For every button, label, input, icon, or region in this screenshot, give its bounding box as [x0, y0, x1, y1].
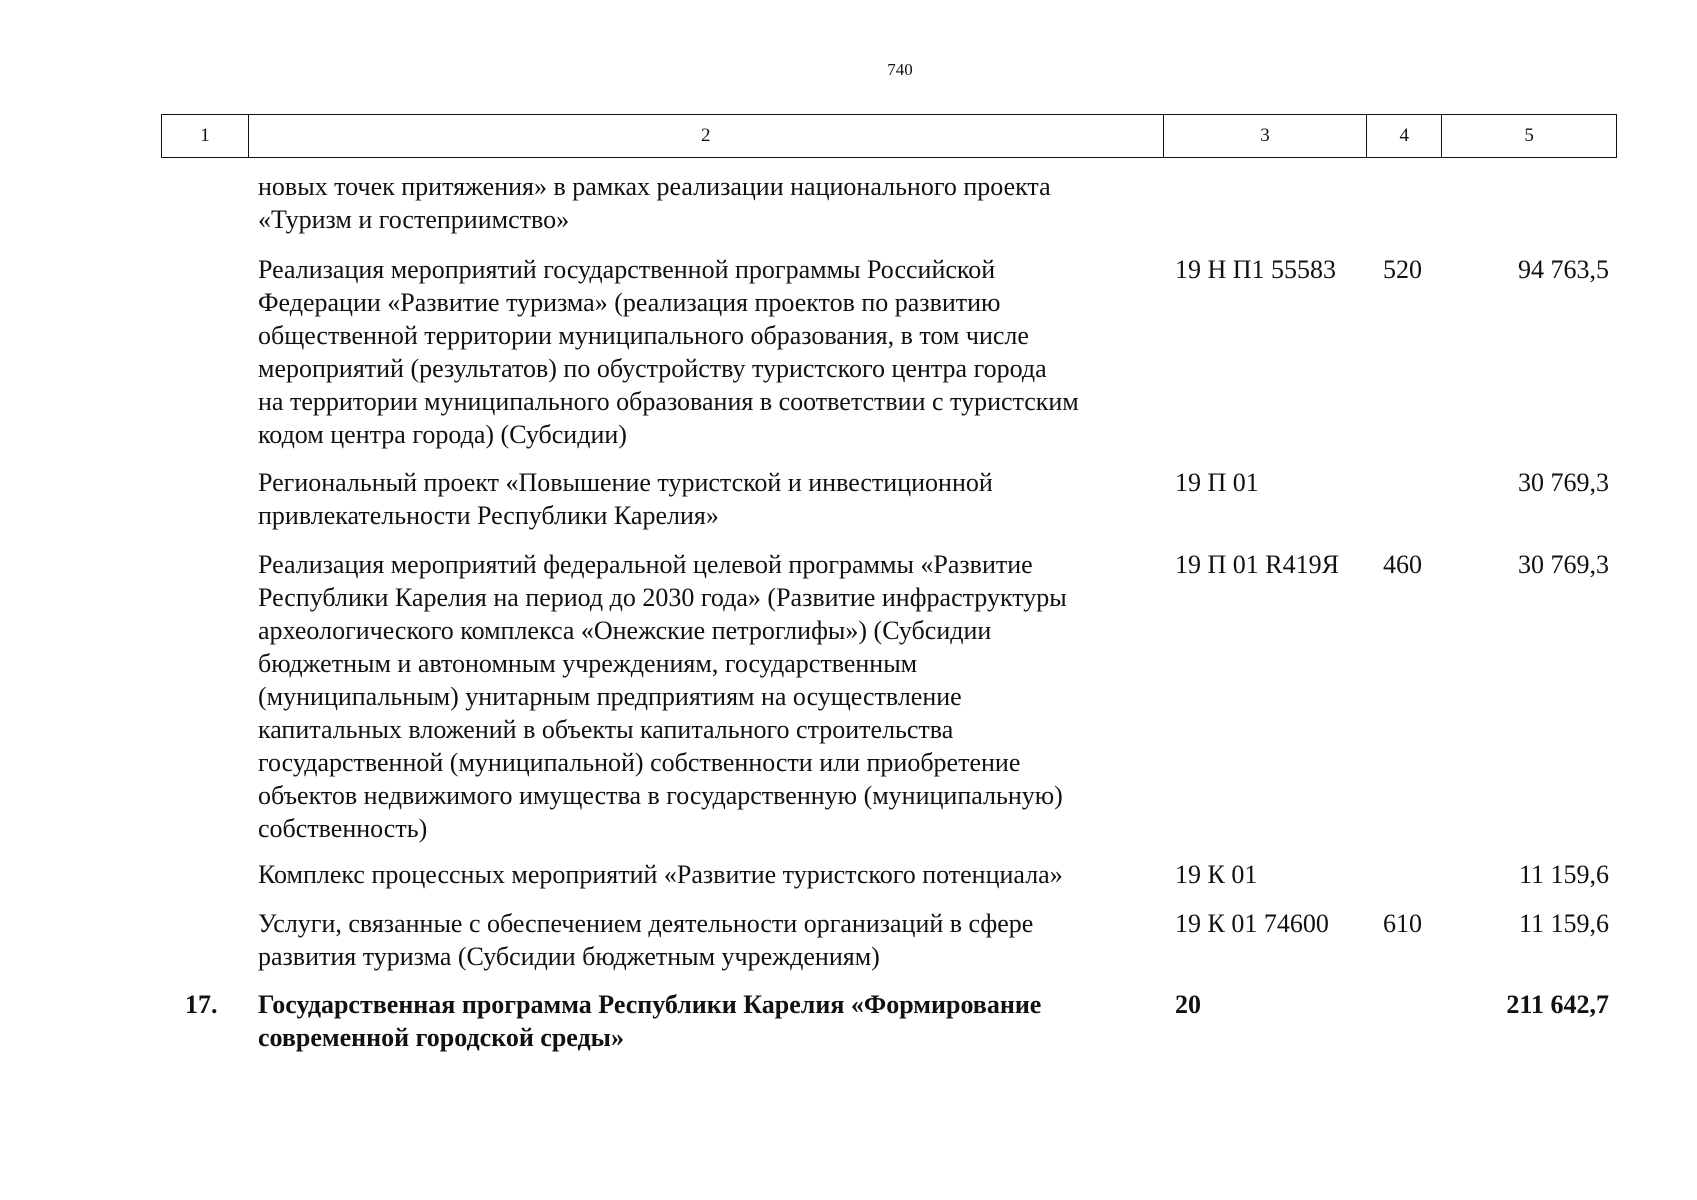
row-code: 19 П 01: [1175, 468, 1259, 497]
header-col-1: 1: [162, 115, 249, 157]
row-code: 19 К 01: [1175, 860, 1258, 889]
row-number: 17.: [185, 990, 218, 1019]
row-expense-type: 520: [1383, 255, 1422, 284]
row-code: 20: [1175, 990, 1201, 1019]
row-description: Региональный проект «Повышение туристской и инвестиционной привлекательности Республики Карелия»: [258, 468, 993, 530]
row-amount: 30 769,3: [1518, 550, 1609, 579]
row-description: Государственная программа Республики Карелия «Формирование современной городской среды»: [258, 990, 1042, 1052]
row-expense-type: 610: [1383, 909, 1422, 938]
row-code: 19 К 01 74600: [1175, 909, 1329, 938]
row-amount: 94 763,5: [1518, 255, 1609, 284]
row-amount: 211 642,7: [1506, 990, 1609, 1019]
row-code: 19 П 01 R419Я: [1175, 550, 1339, 579]
row-description: Услуги, связанные с обеспечением деятельности организаций в сфере развития туризма (Субсидии бюджетным учреждениям): [258, 909, 1034, 971]
row-description: Реализация мероприятий государственной программы Российской Федерации «Развитие туризма» (реализация проектов по развитию общественной территории муниципального образования, в том числе мероприятий (результатов) по обустройству туристского центра города на территории муниципального образования в соответствии с туристским кодом центра города) (Субсидии): [258, 255, 1079, 449]
row-amount: 11 159,6: [1518, 909, 1609, 938]
row-description: Комплекс процессных мероприятий «Развитие туристского потенциала»: [258, 860, 1063, 889]
row-amount: 30 769,3: [1518, 468, 1609, 497]
header-col-5: 5: [1524, 125, 1534, 146]
row-code: 19 Н П1 55583: [1175, 255, 1337, 284]
row-expense-type: 460: [1383, 550, 1422, 579]
header-col-2: 2: [249, 115, 1164, 157]
row-amount: 11 159,6: [1518, 860, 1609, 889]
page-number: 740: [887, 60, 913, 79]
row-description: Реализация мероприятий федеральной целевой программы «Развитие Республики Карелия на период до 2030 года» (Развитие инфраструктуры археологического комплекса «Онежские петроглифы») (Субсидии бюджетным и автономным учреждениям, государственным (муниципальным) унитарным предприятиям на осуществление капитальных вложений в объекты капитального строительства государственной (муниципальной) собственности или приобретение объектов недвижимого имущества в государственную (муниципальную) собственность): [258, 550, 1067, 843]
header-col-3: 3: [1164, 115, 1368, 157]
header-col-4: 4: [1367, 115, 1442, 157]
table-header: [161, 114, 1617, 158]
row-description: новых точек притяжения» в рамках реализации национального проекта «Туризм и гостеприимство»: [258, 172, 1051, 234]
